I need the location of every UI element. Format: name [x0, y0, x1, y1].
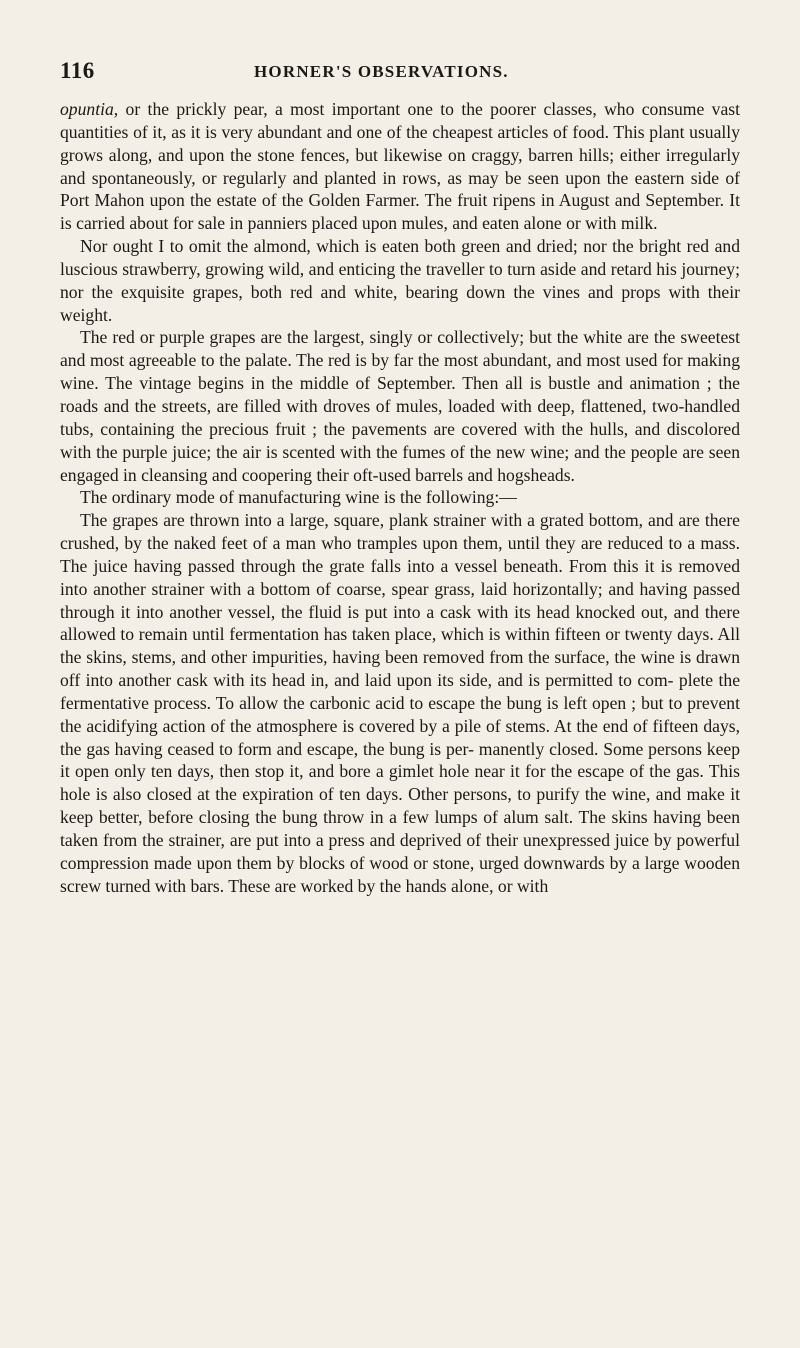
- paragraph-wine-intro: The ordinary mode of manufacturing wine is the following:—: [80, 487, 517, 508]
- paragraph-almond: Nor ought I to omit the almond, which is eaten both green and dried; nor the bright red and luscious strawberry, growing wild, and enticing the traveller to turn aside and retard his journey; nor the exquisite grapes, both red and white, bearing down the vines and props with their weight.: [60, 236, 740, 325]
- paragraph-wine-process: The grapes are thrown into a large, square, plank strainer with a grated bottom, and are there crushed, by the naked feet of a man who tramples upon them, until they are reduced to a mass. The juice having passed through the grate falls into a vessel beneath. From this it is removed into another strainer with a bottom of coarse, spear grass, laid horizontally; and having passed through it into another vessel, the fluid is put into a cask with its head knocked out, and there allowed to remain until fermentation has taken place, which is within fifteen or twenty days. All the skins, stems, and other impurities, having been removed from the surface, the wine is drawn off into another cask with its head in, and laid upon its side, and is permitted to com- plete the fermentative process. To allow the carbonic acid to escape the bung is left open ; but to prevent the acidifying action of the atmosphere is covered by a pile of stems. At the end of fifteen days, the gas having ceased to form and escape, the bung is per- manently closed. Some persons keep it open only ten days, then stop it, and bore a gimlet hole near it for the escape of the gas. This hole is also closed at the expiration of ten days. Other persons, to purify the wine, and make it keep better, before closing the bung throw in a few lumps of alum salt. The skins having been taken from the strainer, are put into a press and deprived of their unexpressed juice by powerful compression made upon them by blocks of wood or stone, urged downwards by a large wooden screw turned with bars. These are worked by the hands alone, or with: [60, 510, 740, 896]
- page-number: 116: [60, 58, 95, 83]
- body-text: [60, 98, 740, 898]
- running-title: HORNER'S OBSERVATIONS.: [254, 62, 509, 81]
- paragraph-opuntia-text: or the prickly pear, a most important one to the poorer classes, who consume vast quantities of it, as it is very abundant and one of the cheapest articles of food. This plant usually grows along, and upon the stone fences, but likewise on craggy, barren hills; either irregularly and spontaneously, or regularly and planted in rows, as may be seen upon the eastern side of Port Mahon upon the estate of the Golden Farmer. The fruit ripens in August and September. It is carried about for sale in panniers placed upon mules, and eaten alone or with milk.: [60, 99, 740, 234]
- italic-term-opuntia: opuntia,: [60, 99, 119, 119]
- running-head: [60, 58, 740, 86]
- paragraph-opuntia: [60, 98, 740, 235]
- paragraph-grapes: The red or purple grapes are the largest, singly or collectively; but the white are the sweetest and most agreeable to the palate. The red is by far the most abundant, and most used for making wine. The vintage begins in the middle of September. Then all is bustle and animation ; the roads and the streets, are filled with droves of mules, loaded with deep, flattened, two-handled tubs, containing the precious fruit ; the pavements are covered with the hulls, and discolored with the purple juice; the air is scented with the fumes of the new wine; and the people are seen engaged in cleansing and coopering their oft-used barrels and hogsheads.: [60, 327, 740, 485]
